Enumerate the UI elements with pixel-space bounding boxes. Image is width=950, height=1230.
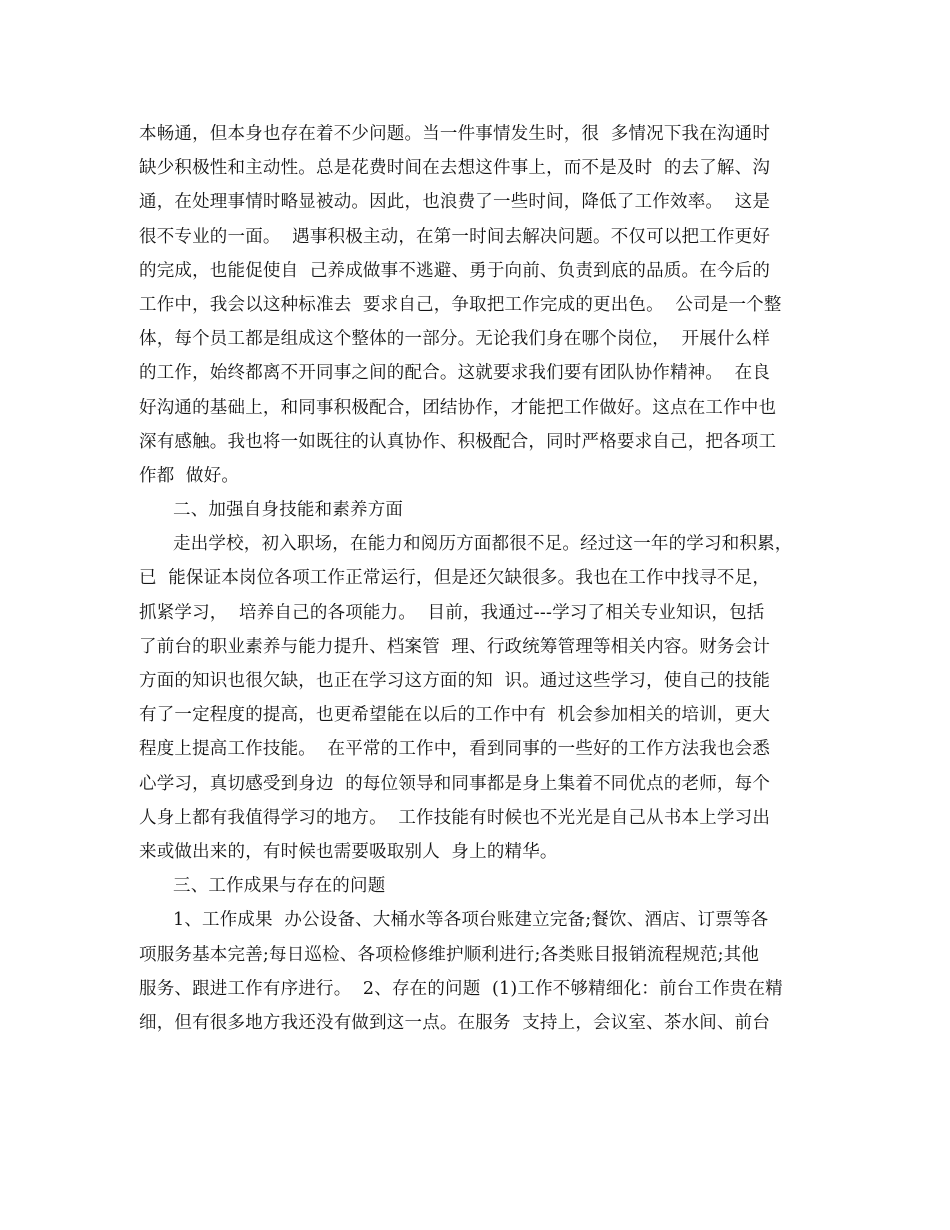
body-line: 心学习，真切感受到身边 的每位领导和同事都是身上集着不同优点的老师，每个	[139, 773, 771, 794]
body-line: 通，在处理事情时略显被动。因此，也浪费了一些时间，降低了工作效率。 这是	[139, 192, 771, 213]
body-line: 作都 做好。	[139, 465, 240, 486]
body-line: 深有感触。我也将一如既往的认真协作、积极配合，同时严格要求自己，把各项工	[139, 431, 777, 452]
body-line: 本畅通，但本身也存在着不少问题。当一件事情发生时，很 多情况下我在沟通时	[139, 124, 771, 144]
body-line: 细，但有很多地方我还没有做到这一点。在服务 支持上，会议室、茶水间、前台	[139, 1012, 771, 1033]
body-line: 的完成，也能促使自 己养成做事不逃避、勇于向前、负责到底的品质。在今后的	[139, 260, 771, 281]
body-line: 1、工作成果 办公设备、大桶水等各项台账建立完备;餐饮、酒店、订票等各	[173, 910, 769, 931]
body-line: 已 能保证本岗位各项工作正常运行，但是还欠缺很多。我也在工作中找寻不足，	[139, 568, 771, 589]
document-body	[139, 117, 829, 1040]
body-line: 很不专业的一面。 遇事积极主动，在第一时间去解决问题。不仅可以把工作更好	[139, 226, 771, 247]
body-line: 了前台的职业素养与能力提升、档案管 理、行政统筹管理等相关内容。财务会计	[139, 636, 771, 657]
section-heading: 三、工作成果与存在的问题	[173, 876, 386, 897]
body-line: 有了一定程度的提高，也更希望能在以后的工作中有 机会参加相关的培训，更大	[139, 705, 771, 726]
body-line: 程度上提高工作技能。 在平常的工作中，看到同事的一些好的工作方法我也会悉	[139, 739, 771, 760]
body-line: 服务、跟进工作有序进行。 2、存在的问题 (1)工作不够精细化：前台工作贵在精	[139, 978, 783, 999]
body-line: 来或做出来的，有时候也需要吸取别人 身上的精华。	[139, 841, 558, 862]
body-line: 好沟通的基础上，和同事积极配合，团结协作，才能把工作做好。这点在工作中也	[139, 397, 777, 418]
body-line: 工作中，我会以这种标准去 要求自己，争取把工作完成的更出色。 公司是一个整	[139, 294, 782, 315]
body-line: 抓紧学习， 培养自己的各项能力。 目前，我通过---学习了相关专业知识，包括	[139, 602, 765, 623]
body-line: 项服务基本完善;每日巡检、各项检修维护顺利进行;各类账目报销流程规范;其他	[139, 944, 760, 965]
body-line: 方面的知识也很欠缺，也正在学习这方面的知 识。通过这些学习，使自己的技能	[139, 671, 771, 691]
section-heading: 二、加强自身技能和素养方面	[173, 500, 404, 521]
body-line: 人身上都有我值得学习的地方。 工作技能有时候也不光光是自己从书本上学习出	[139, 807, 771, 828]
body-line: 走出学校，初入职场，在能力和阅历方面都很不足。经过这一年的学习和积累，	[173, 534, 793, 555]
body-line: 体，每个员工都是组成这个整体的一部分。无论我们身在哪个岗位， 开展什么样	[139, 329, 771, 350]
body-line: 缺少积极性和主动性。总是花费时间在去想这件事上，而不是及时 的去了解、沟	[139, 158, 771, 179]
body-line: 的工作，始终都离不开同事之间的配合。这就要求我们要有团队协作精神。 在良	[139, 363, 771, 384]
